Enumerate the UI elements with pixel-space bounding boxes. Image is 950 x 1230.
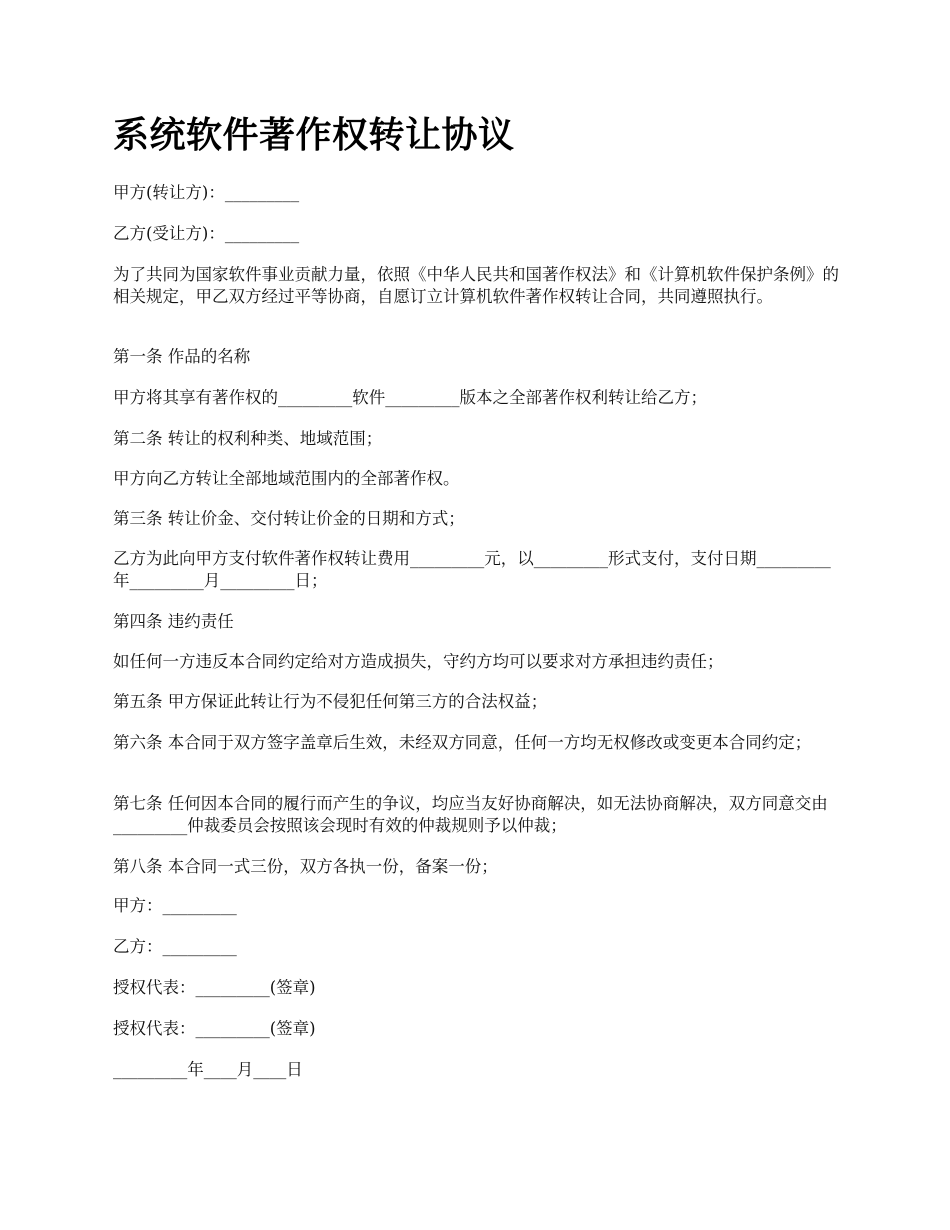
article-2-body: 甲方向乙方转让全部地域范围内的全部著作权。	[113, 469, 460, 488]
article-1-body: 甲方将其享有著作权的_________软件_________版本之全部著作权利转让给乙方；	[113, 388, 707, 407]
preamble-paragraph: 为了共同为国家软件事业贡献力量，依照《中华人民共和国著作权法》和《计算机软件保护条例》的相关规定，甲乙双方经过平等协商，自愿订立计算机软件著作权转让合同，共同遵照执行。	[113, 265, 839, 306]
authorized-representative-a: 授权代表：_________(签章)	[113, 978, 316, 997]
signature-party-b: 乙方：_________	[113, 937, 237, 956]
article-3-heading: 第三条 转让价金、交付转让价金的日期和方式；	[113, 509, 465, 528]
article-1-heading: 第一条 作品的名称	[113, 347, 251, 366]
article-8: 第八条 本合同一式三份，双方各执一份，备案一份；	[113, 857, 498, 876]
signature-party-a: 甲方：_________	[113, 896, 237, 915]
article-5: 第五条 甲方保证此转让行为不侵犯任何第三方的合法权益；	[113, 692, 548, 711]
article-4-heading: 第四条 违约责任	[113, 612, 234, 631]
authorized-representative-b: 授权代表：_________(签章)	[113, 1019, 316, 1038]
article-6: 第六条 本合同于双方签字盖章后生效，未经双方同意，任何一方均无权修改或变更本合同约定；	[113, 733, 812, 752]
party-b-line: 乙方(受让方)：_________	[113, 224, 300, 243]
signing-date: _________年____月____日	[113, 1060, 303, 1079]
article-3-body: 乙方为此向甲方支付软件著作权转让费用_________元，以_________形式支付，支付日期_________年_________月_________日；	[113, 549, 831, 590]
party-a-line: 甲方(转让方)：_________	[113, 183, 300, 202]
article-4-body: 如任何一方违反本合同约定给对方造成损失，守约方均可以要求对方承担违约责任；	[113, 652, 724, 671]
article-2-heading: 第二条 转让的权利种类、地域范围；	[113, 429, 383, 448]
document-title: 系统软件著作权转让协议	[113, 115, 515, 156]
article-7: 第七条 任何因本合同的履行而产生的争议，均应当友好协商解决，如无法协商解决，双方同意交由_________仲裁委员会按照该会现时有效的仲裁规则予以仲裁；	[113, 794, 828, 835]
